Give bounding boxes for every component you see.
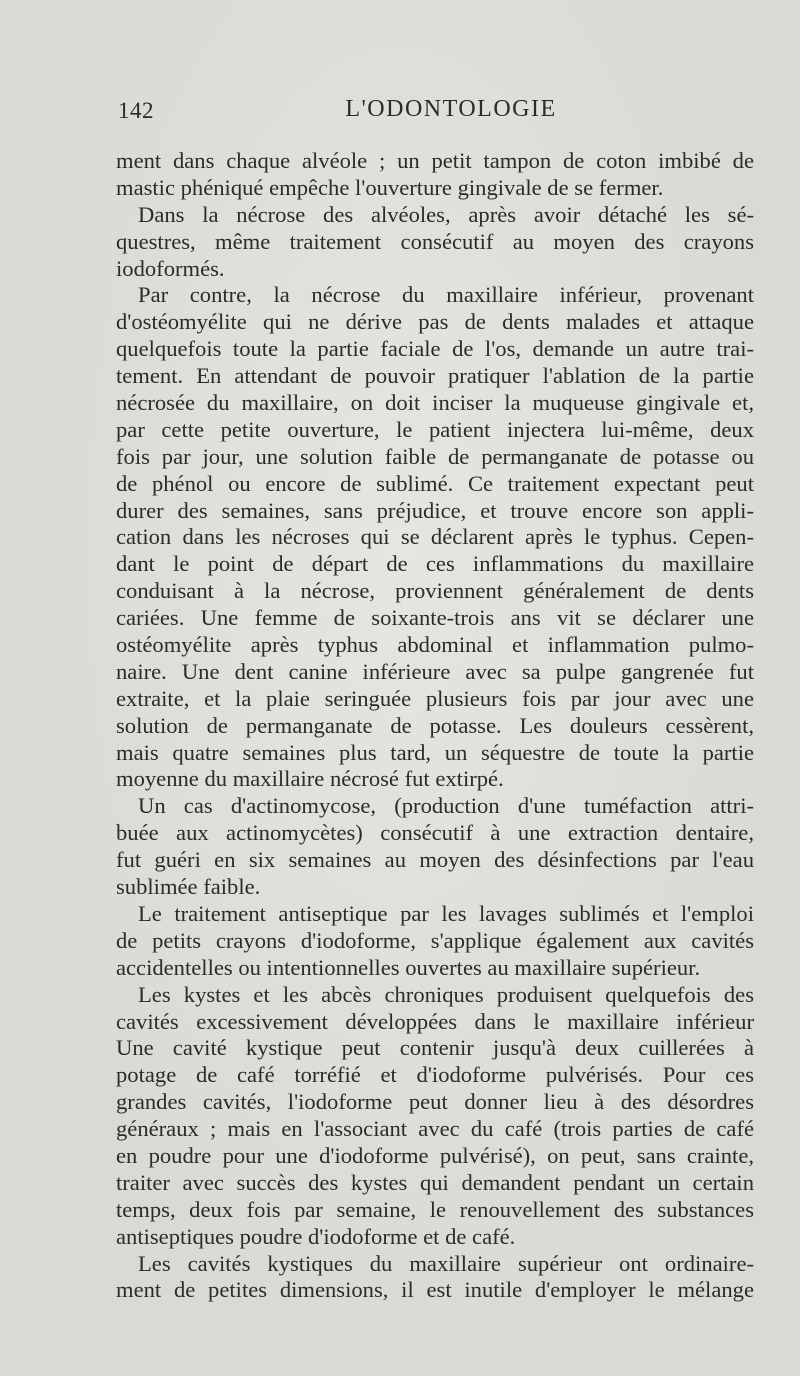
text-line: naire. Une dent canine inférieure avec sa pulpe gangrenée fut	[116, 658, 754, 684]
text-line: extraite, et la plaie seringuée plusieurs fois par jour avec une	[116, 685, 754, 711]
text-line: de petits crayons d'iodoforme, s'applique également aux cavités	[116, 927, 754, 953]
text-line: Un cas d'actinomycose, (production d'une tuméfaction attri-	[138, 793, 754, 819]
text-line: nécrosée du maxillaire, on doit inciser la muqueuse gingivale et,	[116, 390, 754, 416]
text-line: questres, même traitement consécutif au moyen des crayons	[116, 228, 754, 254]
body-text	[116, 148, 754, 1304]
text-line: cation dans les nécroses qui se déclarent après le typhus. Cepen-	[116, 524, 754, 550]
text-line: fut guéri en six semaines au moyen des désinfections par l'eau	[116, 847, 754, 873]
text-line: mais quatre semaines plus tard, un séquestre de toute la partie	[116, 739, 754, 765]
text-line: grandes cavités, l'iodoforme peut donner lieu à des désordres	[116, 1089, 754, 1115]
text-line: Les cavités kystiques du maxillaire supérieur ont ordinaire-	[138, 1250, 754, 1276]
text-line: quelquefois toute la partie faciale de l'os, demande un autre trai-	[116, 336, 754, 362]
text-line: cavités excessivement développées dans le maxillaire inférieur	[116, 1008, 754, 1034]
text-line: ment de petites dimensions, il est inutile d'employer le mélange	[116, 1277, 754, 1303]
text-line: traiter avec succès des kystes qui demandent pendant un certain	[116, 1169, 754, 1195]
text-line: Dans la nécrose des alvéoles, après avoir détaché les sé-	[138, 201, 754, 227]
page-header	[118, 94, 754, 134]
page-number: 142	[118, 98, 154, 123]
text-line: accidentelles ou intentionnelles ouvertes au maxillaire supérieur.	[116, 954, 701, 980]
text-line: fois par jour, une solution faible de permanganate de potasse ou	[116, 443, 754, 469]
text-line: sublimée faible.	[116, 874, 261, 900]
running-title: L'ODONTOLOGIE	[345, 96, 557, 122]
text-line: d'ostéomyélite qui ne dérive pas de dents malades et attaque	[116, 309, 754, 335]
text-line: Les kystes et les abcès chroniques produisent quelquefois des	[138, 981, 754, 1007]
text-line: antiseptiques poudre d'iodoforme et de café.	[116, 1223, 516, 1249]
text-line: solution de permanganate de potasse. Les douleurs cessèrent,	[116, 712, 754, 738]
text-line: Par contre, la nécrose du maxillaire inférieur, provenant	[138, 282, 754, 308]
text-line: en poudre pour une d'iodoforme pulvérisé), on peut, sans crainte,	[116, 1142, 754, 1168]
text-line: conduisant à la nécrose, proviennent généralement de dents	[116, 578, 754, 604]
text-line: ment dans chaque alvéole ; un petit tampon de coton imbibé de	[116, 148, 754, 173]
text-line: potage de café torréfié et d'iodoforme pulvérisés. Pour ces	[116, 1062, 754, 1088]
text-line: temps, deux fois par semaine, le renouvellement des substances	[116, 1196, 754, 1222]
text-line: dant le point de départ de ces inflammations du maxillaire	[116, 551, 754, 577]
text-line: tement. En attendant de pouvoir pratiquer l'ablation de la partie	[116, 363, 754, 389]
text-line: iodoformés.	[116, 255, 225, 281]
text-line: généraux ; mais en l'associant avec du café (trois parties de café	[116, 1116, 754, 1142]
text-line: par cette petite ouverture, le patient injectera lui-même, deux	[116, 416, 754, 442]
text-line: buée aux actinomycètes) consécutif à une extraction dentaire,	[116, 820, 754, 846]
text-line: Le traitement antiseptique par les lavages sublimés et l'emploi	[138, 900, 754, 926]
text-line: de phénol ou encore de sublimé. Ce traitement expectant peut	[116, 470, 754, 496]
text-line: Une cavité kystique peut contenir jusqu'à deux cuillerées à	[116, 1035, 754, 1061]
text-line: cariées. Une femme de soixante-trois ans vit se déclarer une	[116, 605, 754, 631]
text-line: mastic phéniqué empêche l'ouverture gingivale de se fermer.	[116, 174, 664, 200]
text-line: moyenne du maxillaire nécrosé fut extirpé.	[116, 766, 504, 792]
text-line: durer des semaines, sans préjudice, et trouve encore son appli-	[116, 497, 754, 523]
text-line: ostéomyélite après typhus abdominal et inflammation pulmo-	[116, 632, 754, 658]
